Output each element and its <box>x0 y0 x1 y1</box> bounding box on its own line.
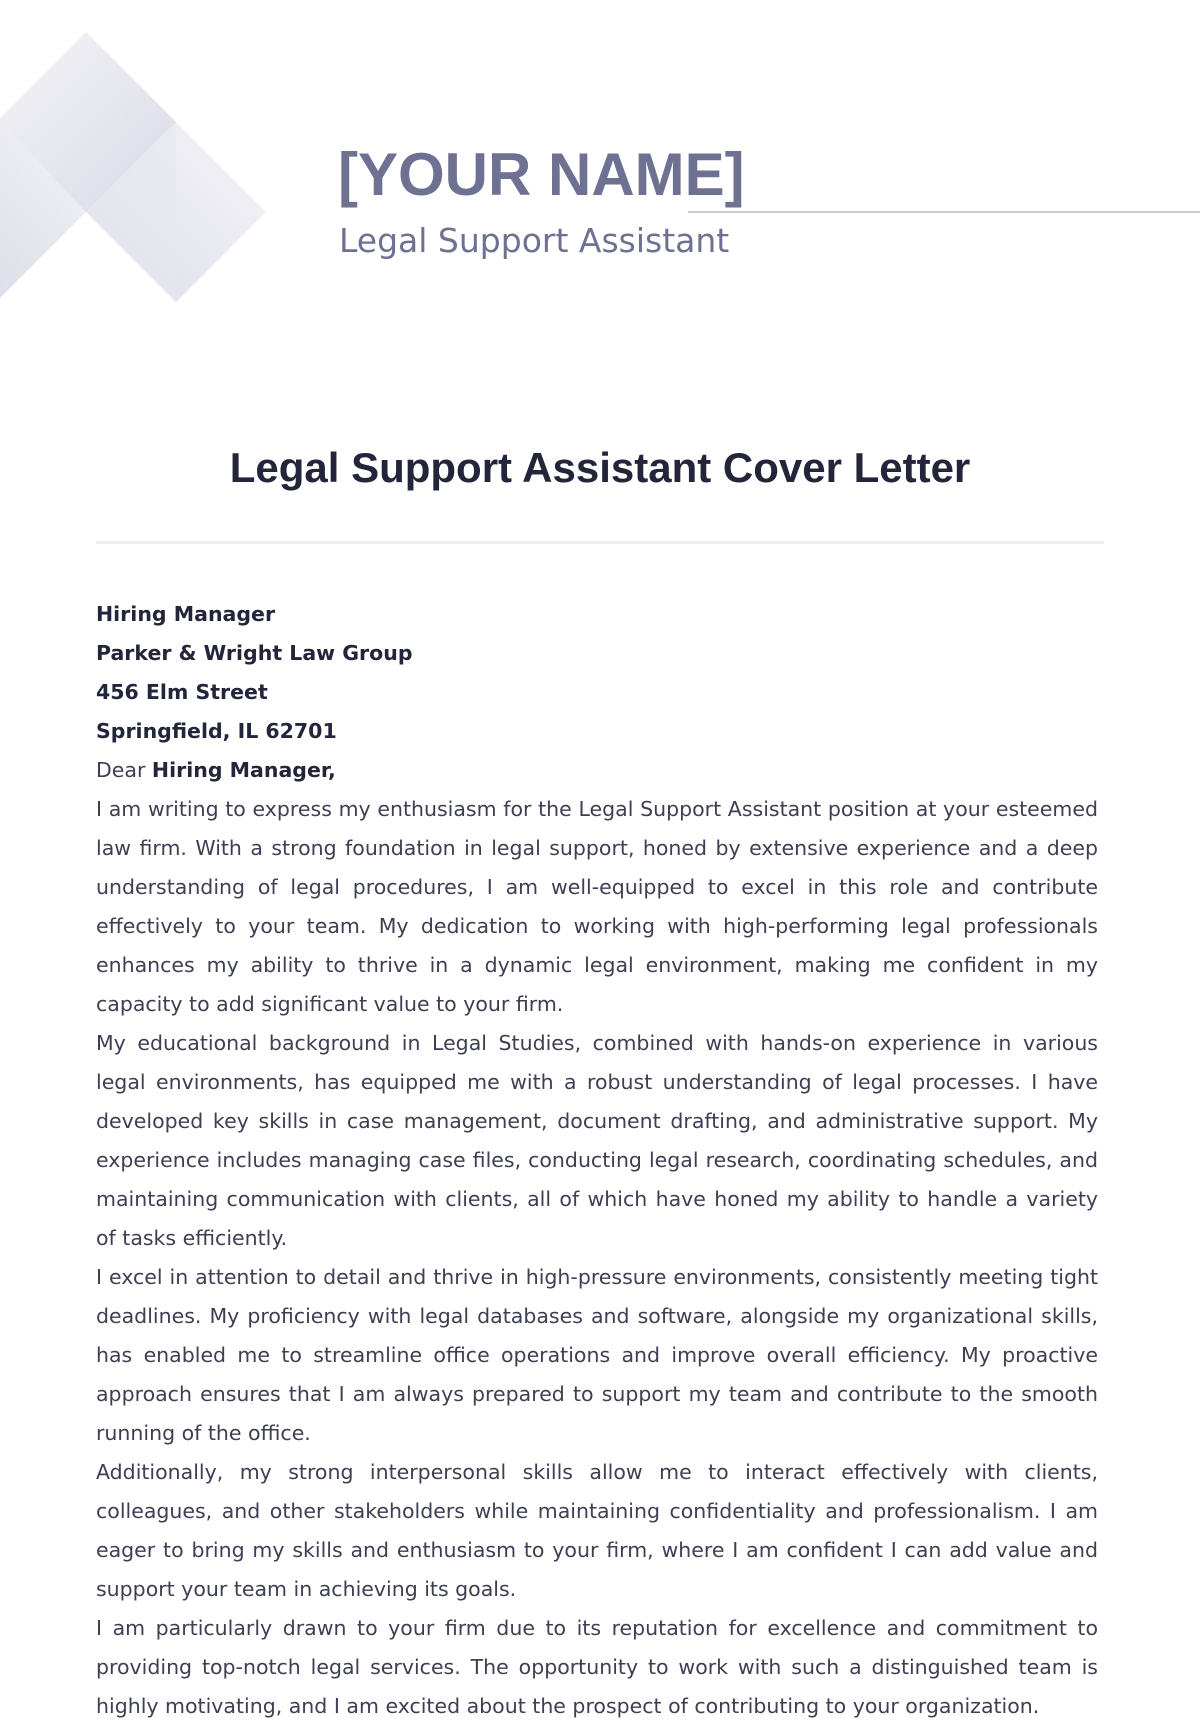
document-title: Legal Support Assistant Cover Letter <box>229 444 971 491</box>
applicant-job-title: Legal Support Assistant <box>339 221 730 260</box>
applicant-name: [YOUR NAME] <box>338 141 745 208</box>
salutation <box>96 751 1098 790</box>
recipient-name: Hiring Manager <box>96 602 276 626</box>
paragraph: I am writing to express my enthusiasm for the Legal Support Assistant position at your esteemed law firm. With a strong foundation in legal support, honed by extensive experience and a deep understanding of legal procedures, I am well-equipped to excel in this role and contribute effectively to your team. My dedication to working with high-performing legal professionals enhances my ability to thrive in a dynamic legal environment, making me confident in my capacity to add significant value to your firm. <box>96 797 1098 1016</box>
recipient-company: Parker & Wright Law Group <box>96 641 413 665</box>
title-divider <box>96 541 1104 544</box>
recipient-street: 456 Elm Street <box>96 680 268 704</box>
diamond-decoration-icon <box>0 0 280 300</box>
paragraph: I am particularly drawn to your firm due to its reputation for excellence and commitment to providing top-notch legal services. The opportunity to work with such a distinguished team is highly motivating, and I am excited about the prospect of contributing to your organization. <box>96 1616 1098 1718</box>
salutation-greeting: Dear <box>96 758 146 782</box>
salutation-addressee: Hiring Manager, <box>151 758 336 782</box>
letter-body <box>96 595 1098 1726</box>
header-divider <box>688 211 1200 213</box>
paragraph: Additionally, my strong interpersonal skills allow me to interact effectively with clients, colleagues, and other stakeholders while maintaining confidentiality and professionalism. I am eager to bring my skills and enthusiasm to your firm, where I am confident I can add value and support your team in achieving its goals. <box>96 1460 1098 1601</box>
paragraph: My educational background in Legal Studies, combined with hands-on experience in various legal environments, has equipped me with a robust understanding of legal processes. I have developed key skills in case management, document drafting, and administrative support. My experience includes managing case files, conducting legal research, coordinating schedules, and maintaining communication with clients, all of which have honed my ability to handle a variety of tasks efficiently. <box>96 1031 1098 1250</box>
recipient-city: Springfield, IL 62701 <box>96 719 337 743</box>
paragraph: I excel in attention to detail and thrive in high-pressure environments, consistently meeting tight deadlines. My proficiency with legal databases and software, alongside my organizational skills, has enabled me to streamline office operations and improve overall efficiency. My proactive approach ensures that I am always prepared to support my team and contribute to the smooth running of the office. <box>96 1265 1098 1445</box>
